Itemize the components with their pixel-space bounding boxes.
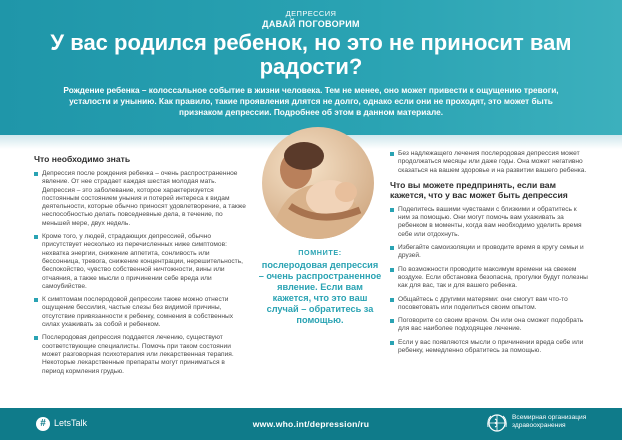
list-item: Депрессия после рождения ребенка – очень распространенное явление. От нее страдает каждая шестая молодая мать. Депрессия – это заболевание, которое характеризуется постоянным состоянием уныния и потерей интереса к видам деятельности, которые обычно приносят удовлетворение, а также неспособностью делать повседневные дела, в течение, по меньшей мере, двух недель.	[34, 170, 248, 228]
list-item: Общайтесь с другими матерями: они смогут вам что-то посоветовать или поделиться своим опытом.	[390, 296, 590, 313]
lead-list	[390, 150, 590, 175]
org-name-line1: Всемирная организация	[512, 414, 587, 421]
list-item: Послеродовая депрессия поддается лечению, существуют соответствующие специалисты. Помочь при таком состоянии может разговорная психотерапия или лекарственная терапия. Некоторые лекарственные препараты могут приниматься в период кормления грудью.	[34, 334, 248, 375]
what-to-do-list	[390, 206, 590, 355]
list-item: Если у вас появляются мысли о причинении вреда себе или ребенку, немедленно обратитесь за помощью.	[390, 339, 590, 356]
hashtag-icon: #	[36, 417, 50, 431]
footer-bar	[0, 408, 622, 440]
list-item: Кроме того, у людей, страдающих депрессией, обычно присутствует несколько из перечисленных ниже симптомов: нехватка энергии, снижение аппетита, сонливость или бессонница, тревога, снижение концентрации, нерешительность, беспокойство, чувство собственной ничтожности, вины или отчаяния, а также мысли о причинении себе вреда или самоубийстве.	[34, 233, 248, 291]
section-title-what-to-know: Что необходимо знать	[34, 154, 131, 164]
remember-text: послеродовая депрессия – очень распространенное явление. Если вам кажется, что это ваш случай – обратитесь за помощью.	[258, 260, 382, 325]
mother-and-baby-photo	[250, 126, 386, 241]
remember-callout	[258, 248, 382, 326]
header-banner	[0, 0, 622, 135]
intro-paragraph: Рождение ребенка – колоссальное событие в жизни человека. Тем не менее, оно может привести к ощущению тревоги, усталости и унынию. Как правило, такие проявления длятся не долго, однако если они не проходят, это может быть признаком депрессии. Подробнее об этом в данном материале.	[63, 85, 559, 118]
left-column	[34, 150, 248, 381]
section-title-what-to-do: Что вы можете предпринять, если вам кажется, что у вас может быть депрессия	[390, 179, 568, 200]
who-emblem-icon	[485, 413, 509, 435]
campaign-label: ДАВАЙ ПОГОВОРИМ	[262, 19, 360, 29]
what-to-know-list	[34, 170, 248, 376]
organization-name	[512, 414, 612, 430]
list-item: Поделитесь вашими чувствами с близкими и обратитесь к ним за помощью. Они могут помочь вам ухаживать за ребенком в моменты, когда вам необходимо уделить время себе или отдохнуть.	[390, 206, 590, 239]
list-item: По возможности проводите максимум времени на свежем воздухе. Если обстановка безопасна, прогулки будут полезны как для вас, так и для вашего ребенка.	[390, 266, 590, 291]
list-item: Без надлежащего лечения послеродовая депрессия может продолжаться месяцы или даже годы. Она может негативно сказаться на вашем здоровье и на развитии вашего ребенка.	[390, 150, 590, 175]
org-name-line2: здравоохранения	[512, 422, 566, 429]
page-title: У вас родился ребенок, но это не приносит вам радости?	[50, 30, 572, 79]
hashtag-label[interactable]: LetsTalk	[54, 418, 88, 428]
list-item: Избегайте самоизоляции и проводите время в кругу семьи и друзей.	[390, 244, 590, 261]
website-link[interactable]: www.who.int/depression/ru	[252, 419, 370, 429]
right-column	[390, 150, 590, 360]
list-item: Поговорите со своим врачом. Он или она сможет подобрать для вас наиболее подходящее лечение.	[390, 317, 590, 334]
topic-label: ДЕПРЕССИЯ	[285, 9, 337, 18]
remember-label: ПОМНИТЕ:	[298, 248, 342, 257]
list-item: К симптомам послеродовой депрессии также можно отнести ощущение бессилия, частые слезы без видимой причины, отсутствие привязанности к ребенку, сомнения в собственных силах ухаживать за собой и ребенком.	[34, 296, 248, 329]
